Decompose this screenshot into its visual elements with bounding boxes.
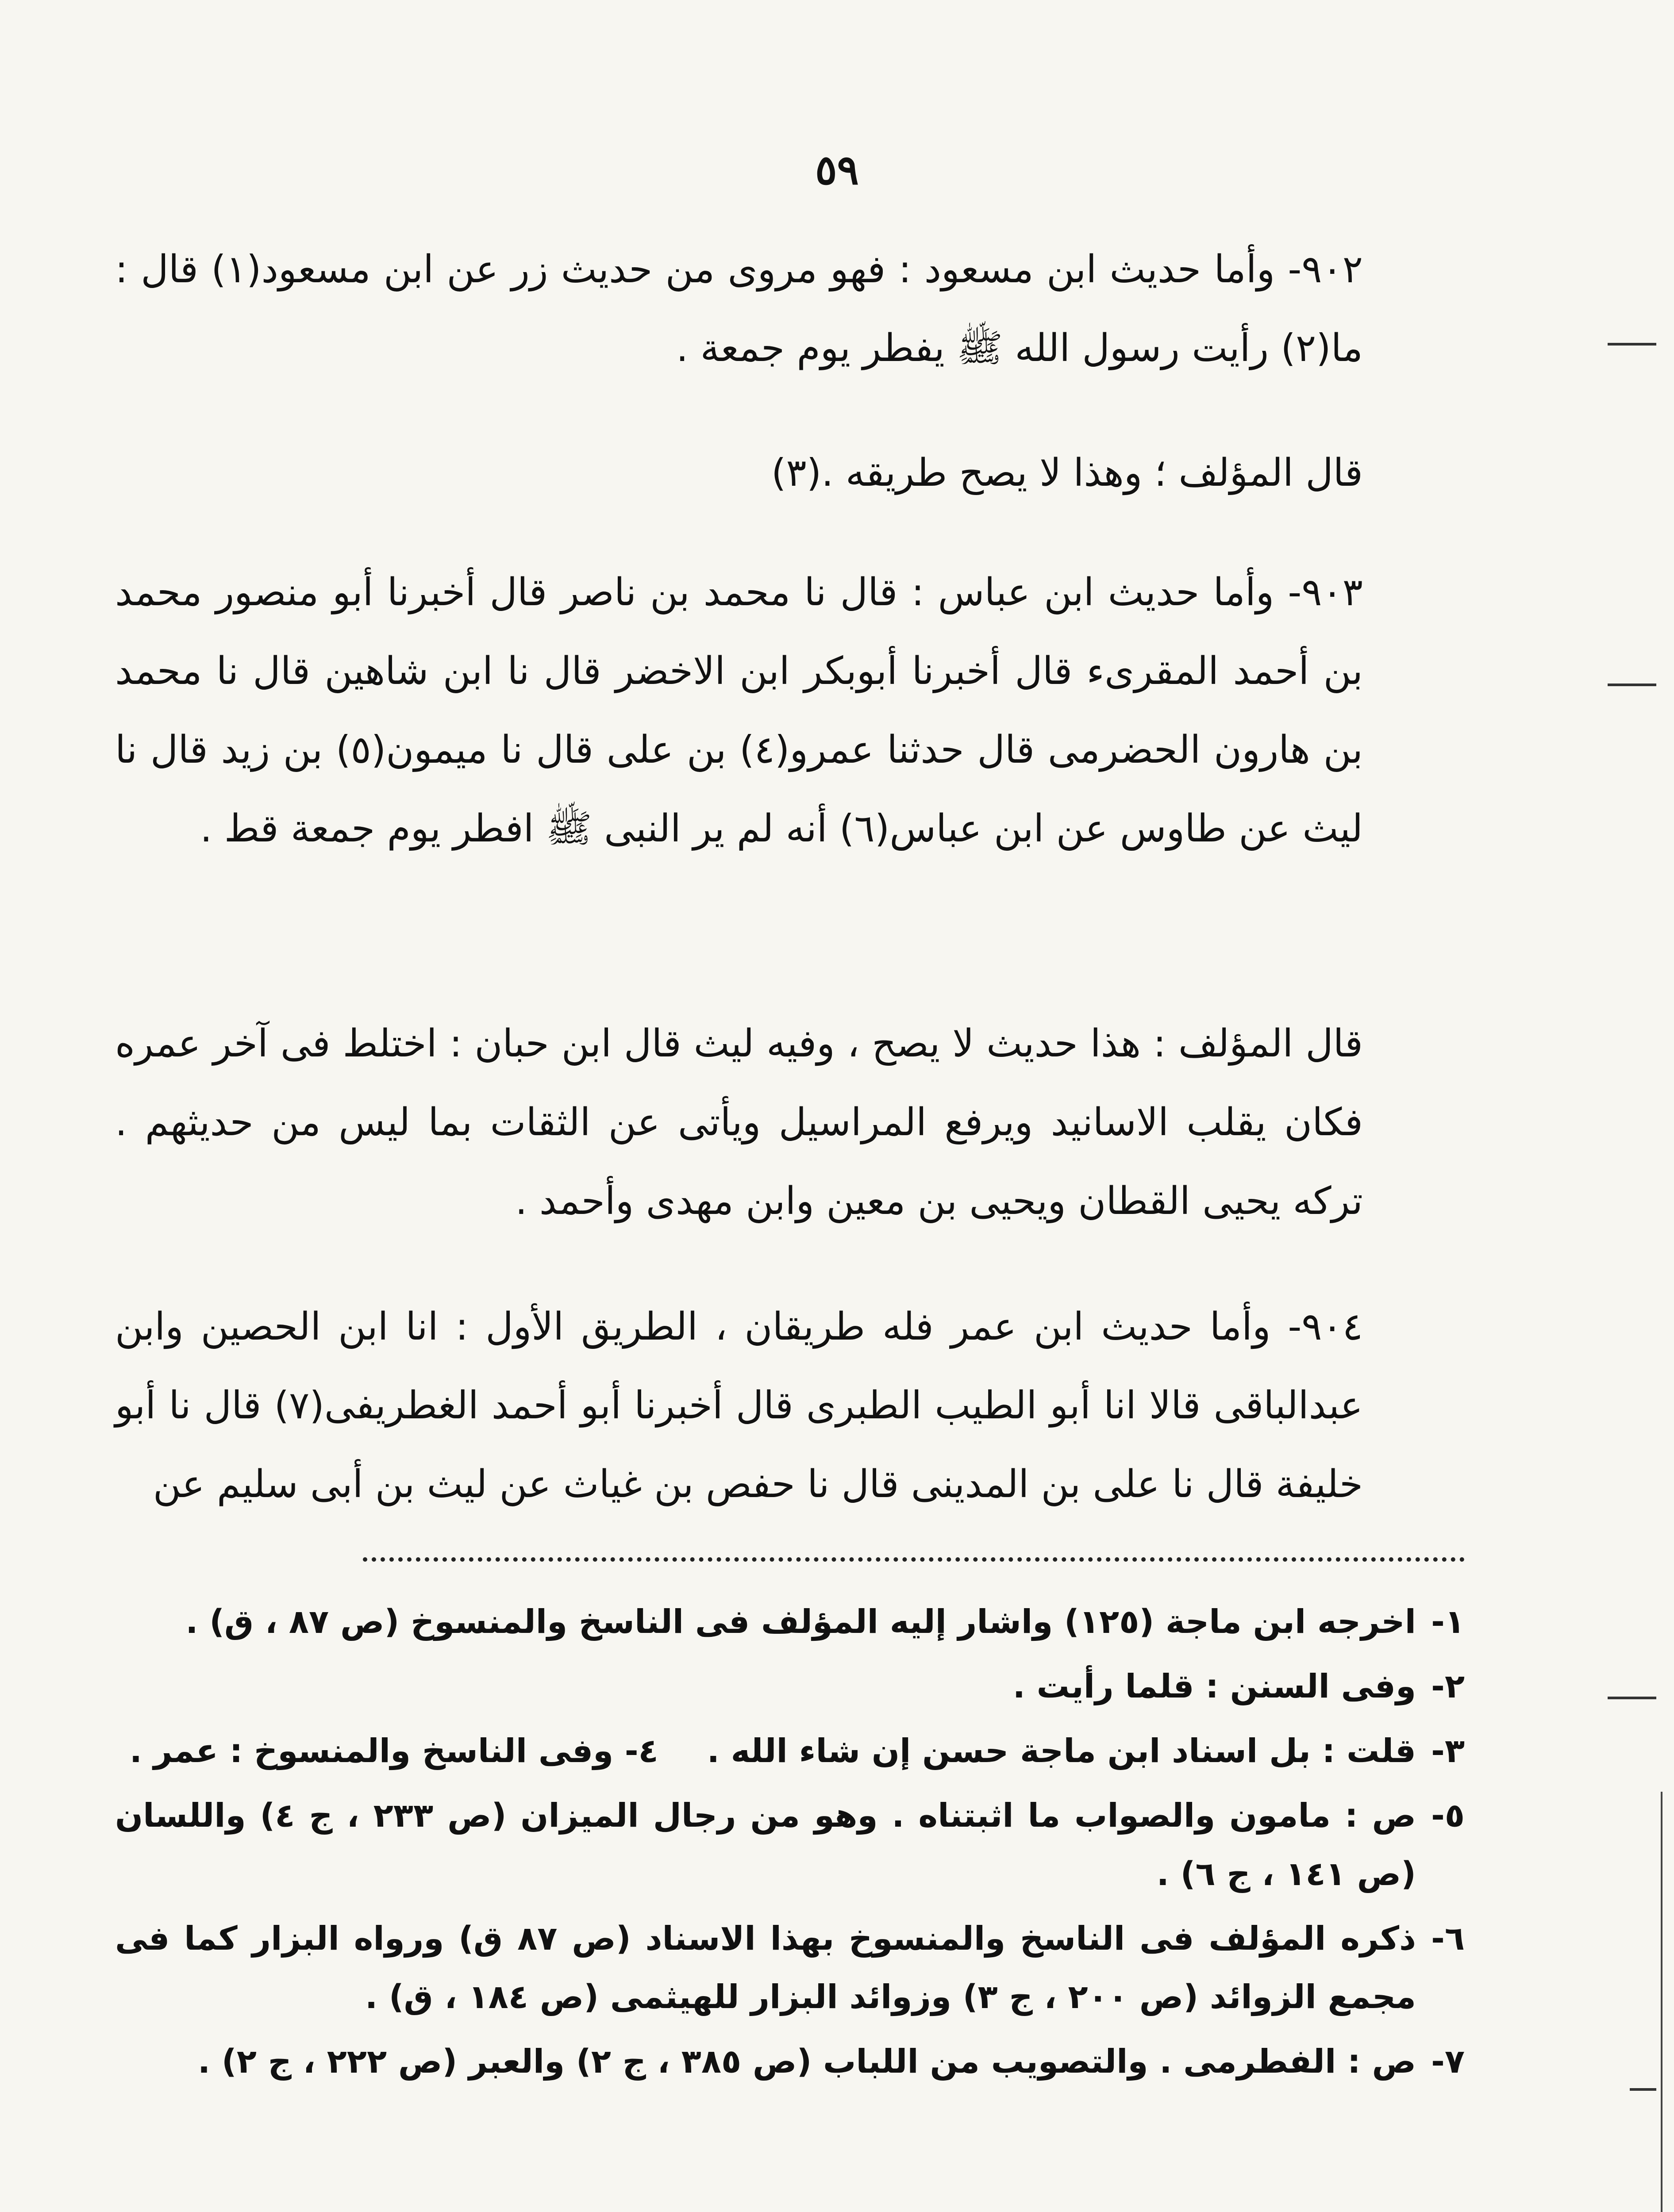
footnote-text-4: ٤- وفى الناسخ والمنسوخ : عمر .: [129, 1732, 658, 1770]
margin-mark: [1608, 1697, 1656, 1699]
footnote-number: ٥-: [1431, 1797, 1465, 1835]
footnote-5: [115, 1786, 1465, 1903]
hadith-904-text: ٩٠٤- وأما حديث ابن عمر فله طريقان ، الطريق الأول : انا ابن الحصين وابن عبدالباقى قالا انا أبو الطيب الطبرى قال أخبرنا أبو أحمد الغطريفى(٧) قال نا أبو خليفة قال نا على بن المدينى قال نا حفص بن غياث عن ليث بن أبى سليم عن: [115, 1305, 1363, 1506]
footnotes: [115, 1593, 1465, 2097]
footnote-number: ٣-: [1431, 1732, 1465, 1770]
margin-mark: [1608, 684, 1656, 686]
paragraph-904: [115, 1287, 1465, 1524]
footnote-2: [115, 1657, 1465, 1716]
paragraph-903: [115, 553, 1465, 868]
footnote-text: ذكره المؤلف فى الناسخ والمنسوخ بهذا الاسناد (ص ٨٧ ق) ورواه البزار كما فى مجمع الزوائد (ص ٢٠٠ ، ج ٣) وزوائد البزار للهيثمى (ص ١٨٤ ، ق) .: [115, 1920, 1416, 2016]
footnote-text: قلت : بل اسناد ابن ماجة حسن إن شاء الله .: [707, 1732, 1416, 1770]
paragraph-902: [115, 230, 1465, 388]
footnote-text: ص : مامون والصواب ما اثبتناه . وهو من رجال الميزان (ص ٢٣٣ ، ج ٤) واللسان (ص ١٤١ ، ج ٦) .: [115, 1797, 1416, 1893]
margin-mark: [1630, 2088, 1656, 2091]
hadith-903-text: ٩٠٣- وأما حديث ابن عباس : قال نا محمد بن ناصر قال أخبرنا أبو منصور محمد بن أحمد المقرىء قال أخبرنا أبوبكر ابن الاخضر قال نا ابن شاهين قال نا محمد بن هارون الحضرمى قال حدثنا عمرو(٤) بن على قال نا ميمون(٥) بن زيد قال نا ليث عن طاوس عن ابن عباس(٦) أنه لم ير النبى ﷺ افطر يوم جمعة قط .: [115, 570, 1363, 851]
paragraph-903-note: [115, 1004, 1465, 1240]
margin-mark: [1608, 343, 1656, 346]
footnote-number: ٧-: [1431, 2043, 1465, 2081]
paragraph-902-note: [115, 434, 1465, 512]
author-note-903: قال المؤلف : هذا حديث لا يصح ، وفيه ليث قال ابن حبان : اختلط فى آخر عمره فكان يقلب الاسانيد ويرفع المراسيل ويأتى عن الثقات بما ليس من حديثهم . تركه يحيى القطان ويحيى بن معين وابن مهدى وأحمد .: [115, 1022, 1363, 1223]
footnote-number: ٢-: [1431, 1667, 1465, 1705]
footnote-7: [115, 2032, 1465, 2091]
footnote-number: ١-: [1431, 1603, 1465, 1641]
page-edge-line: [1661, 1792, 1662, 2212]
footnote-3-4: [115, 1722, 1465, 1780]
hadith-902-text: ٩٠٢- وأما حديث ابن مسعود : فهو مروى من حديث زر عن ابن مسعود(١) قال : ما(٢) رأيت رسول الله ﷺ يفطر يوم جمعة .: [115, 247, 1363, 370]
footnote-6: [115, 1909, 1465, 2026]
footnote-text: اخرجه ابن ماجة (١٢٥) واشار إليه المؤلف فى الناسخ والمنسوخ (ص ٨٧ ، ق) .: [185, 1603, 1416, 1641]
footnote-1: [115, 1593, 1465, 1651]
page-number: ٥٩: [815, 146, 859, 194]
footnote-number: ٦-: [1431, 1920, 1465, 1958]
author-note-902: قال المؤلف ؛ وهذا لا يصح طريقه .(٣): [771, 451, 1363, 495]
footnote-text: وفى السنن : قلما رأيت .: [1012, 1667, 1416, 1705]
footnote-text-combined: [115, 1722, 1416, 1780]
footnote-text: ص : الفطرمى . والتصويب من اللباب (ص ٣٨٥ ، ج ٢) والعبر (ص ٢٢٢ ، ج ٢) .: [198, 2043, 1416, 2081]
footnote-divider: [363, 1557, 1465, 1562]
